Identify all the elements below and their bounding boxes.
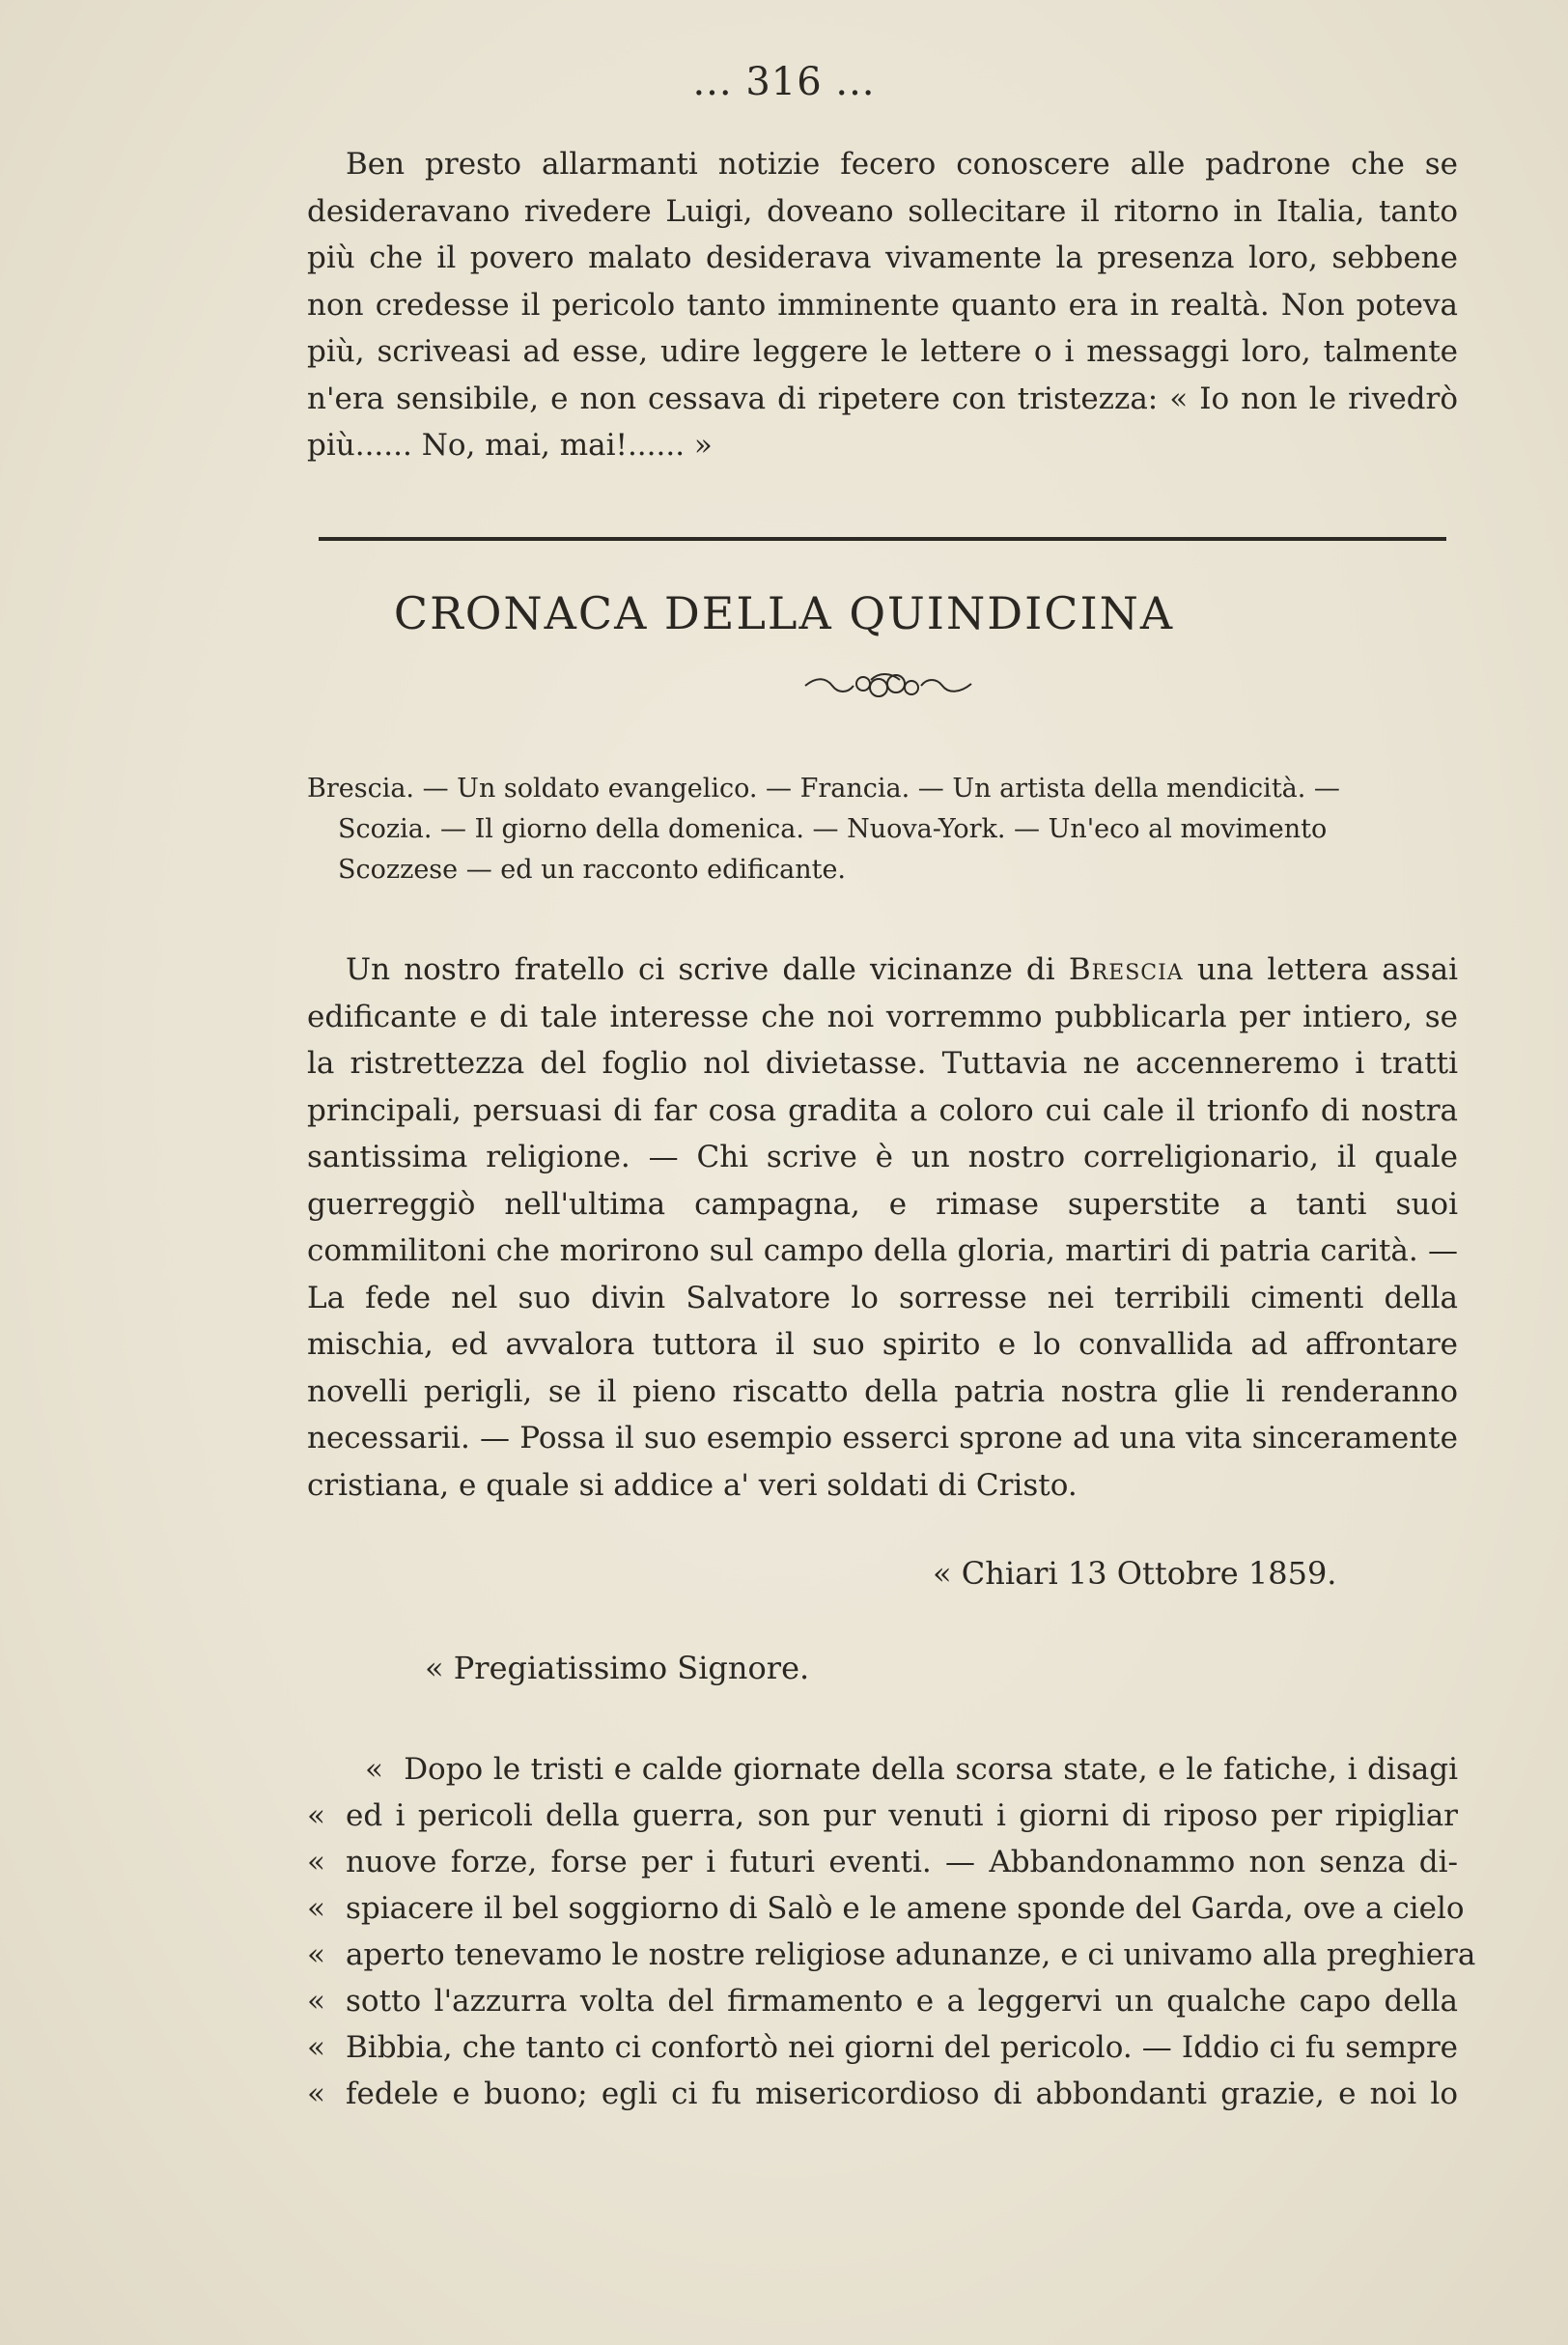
- section-divider-rule: [319, 537, 1446, 541]
- letter-quote-mark: «: [307, 1845, 325, 1879]
- summary-line-1: Brescia. — Un soldato evangelico. — Francia. — Un artista della mendicità. —: [307, 774, 1340, 804]
- letter-line-text: Dopo le tristi e calde giornate della scorsa state, e le fatiche, i disagi: [404, 1752, 1458, 1787]
- letter-line-text: nuove forze, forse per i futuri eventi. — Abbandonammo non senza di-: [346, 1845, 1458, 1879]
- intro-paragraph: Ben presto allarmanti notizie fecero conoscere alle padrone che se desideravano rivedere Luigi, doveano sollecitare il ritorno in Italia, tanto più che il povero malato desiderava vivamente la presenza loro, sebbene non credesse il pericolo tanto imminente quanto era in realtà. Non poteva più, scriveasi ad esse, udire leggere le lettere o i messaggi loro, talmente n'era sensibile, e non cessava di ripetere con tristezza: « Io non le rivedrò più...... No, mai, mai!...... »: [307, 147, 1458, 463]
- letter-line-text: sotto l'azzurra volta del firmamento e a leggervi un qualche capo della: [346, 1984, 1458, 2019]
- letter-line-text: spiacere il bel soggiorno di Salò e le amene sponde del Garda, ove a cielo: [346, 1891, 1465, 1926]
- letter-quote-mark: «: [307, 1984, 325, 2019]
- chronicle-summary: [307, 769, 1462, 890]
- letter-line: [307, 2024, 1458, 2071]
- letter-quote-mark: «: [307, 1937, 325, 1972]
- letter-line: [307, 1746, 1458, 1793]
- letter-salutation: « Pregiatissimo Signore.: [425, 1650, 810, 1686]
- body-paragraph-block: [307, 946, 1458, 1509]
- letter-line: [307, 1978, 1458, 2024]
- letter-body: [307, 1746, 1476, 2117]
- body-paragraph-part-2: una lettera assai edificante e di tale interesse che noi vorremmo pubblicarla per intiero, se la ristrettezza del foglio nol divietasse. Tuttavia ne accenneremo i tratti principali, persuasi di far cosa gradita a coloro cui cale il trionfo di nostra santissima religione. — Chi scrive è un nostro correligionario, il quale guerreggiò nell'ultima campagna, e rimase superstite a tanti suoi commilitoni che morirono sul campo della gloria, martiri di patria carità. — La fede nel suo divin Salvatore lo sorresse nei terribili cimenti della mischia, ed avvalora tuttora il suo spirito e lo convallida ad affrontare novelli perigli, se il pieno riscatto della patria nostra glie li renderanno necessarii. — Possa il suo esempio esserci sprone ad una vita sinceramente cristiana, e quale si addice a' veri soldati di Cristo.: [307, 952, 1458, 1503]
- page-number: ... 316 ...: [692, 60, 876, 104]
- ornament-flourish-icon: [803, 666, 973, 705]
- letter-quote-mark: «: [307, 2030, 325, 2065]
- letter-line: [307, 2071, 1458, 2117]
- letter-line-text: fedele e buono; egli ci fu misericordioso di abbondanti grazie, e noi lo: [346, 2077, 1458, 2111]
- body-paragraph: [307, 946, 1458, 1509]
- letter-line: [307, 1885, 1465, 1932]
- summary-line-2: Scozia. — Il giorno della domenica. — Nuova-York. — Un'eco al movimento: [338, 814, 1328, 844]
- letter-quote-mark: «: [307, 1798, 325, 1833]
- place-name-brescia: Brescia: [1068, 952, 1184, 987]
- letter-quote-mark: «: [365, 1752, 383, 1787]
- body-paragraph-part-1: Un nostro fratello ci scrive dalle vicinanze di: [346, 952, 1069, 987]
- section-title: CRONACA DELLA QUINDICINA: [393, 587, 1175, 639]
- letter-line: [307, 1839, 1458, 1885]
- letter-line: [307, 1932, 1476, 1978]
- letter-dateline: « Chiari 13 Ottobre 1859.: [933, 1555, 1337, 1592]
- intro-paragraph-block: [307, 141, 1458, 469]
- letter-line: [307, 1793, 1458, 1839]
- letter-line-text: Bibbia, che tanto ci confortò nei giorni del pericolo. — Iddio ci fu sempre: [346, 2030, 1458, 2065]
- letter-line-text: aperto tenevamo le nostre religiose adunanze, e ci univamo alla preghiera: [346, 1937, 1476, 1972]
- summary-line-3: Scozzese — ed un racconto edificante.: [338, 855, 847, 885]
- letter-quote-mark: «: [307, 1891, 325, 1926]
- letter-quote-mark: «: [307, 2077, 325, 2111]
- letter-line-text: ed i pericoli della guerra, son pur venuti i giorni di riposo per ripigliar: [346, 1798, 1458, 1833]
